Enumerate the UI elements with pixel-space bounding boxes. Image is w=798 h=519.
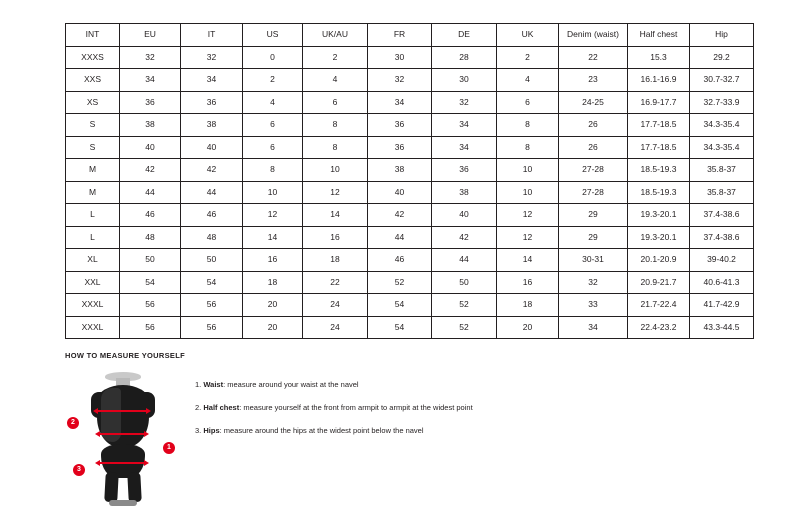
cell-de: 34 — [432, 136, 497, 159]
cell-eu: 44 — [120, 181, 181, 204]
cell-it: 56 — [181, 294, 243, 317]
table-row — [66, 136, 754, 159]
cell-hip: 34.3-35.4 — [690, 114, 754, 137]
column-header-de: DE — [432, 24, 497, 47]
cell-uk: 4 — [497, 69, 559, 92]
column-header-us: US — [243, 24, 303, 47]
cell-uk: 20 — [497, 316, 559, 339]
cell-it: 56 — [181, 316, 243, 339]
mannequin-figure-container — [65, 370, 180, 510]
cell-fr: 36 — [368, 114, 432, 137]
how-to-measure-body — [65, 370, 735, 510]
cell-fr: 54 — [368, 316, 432, 339]
table-header-row — [66, 24, 754, 47]
column-header-uk-au: UK/AU — [303, 24, 368, 47]
cell-eu: 54 — [120, 271, 181, 294]
measure-step-hips — [195, 426, 735, 436]
step-term-waist: Waist — [203, 380, 224, 389]
cell-uk: 12 — [497, 204, 559, 227]
column-header-fr: FR — [368, 24, 432, 47]
cell-it: 34 — [181, 69, 243, 92]
step-text-hips: : measure around the hips at the widest point below the navel — [219, 425, 424, 435]
measure-step-waist — [195, 380, 735, 390]
cell-half-chest: 20.1-20.9 — [628, 249, 690, 272]
column-header-hip: Hip — [690, 24, 754, 47]
cell-int: S — [66, 114, 120, 137]
cell-int: XXXL — [66, 316, 120, 339]
step-number-3: 3. — [195, 425, 202, 435]
cell-eu: 48 — [120, 226, 181, 249]
cell-half-chest: 21.7-22.4 — [628, 294, 690, 317]
cell-hip: 40.6-41.3 — [690, 271, 754, 294]
cell-uk: 12 — [497, 226, 559, 249]
mannequin-leg-left — [104, 472, 119, 503]
cell-denim-waist: 26 — [559, 114, 628, 137]
cell-us: 18 — [243, 271, 303, 294]
cell-it: 54 — [181, 271, 243, 294]
cell-us: 12 — [243, 204, 303, 227]
cell-denim-waist: 29 — [559, 204, 628, 227]
step-text-waist: : measure around your waist at the navel — [223, 380, 359, 389]
cell-eu: 38 — [120, 114, 181, 137]
cell-int: M — [66, 181, 120, 204]
cell-fr: 36 — [368, 136, 432, 159]
cell-fr: 34 — [368, 91, 432, 114]
column-header-eu: EU — [120, 24, 181, 47]
cell-us: 4 — [243, 91, 303, 114]
table-row — [66, 226, 754, 249]
cell-us: 20 — [243, 316, 303, 339]
size-chart-container — [65, 23, 740, 339]
cell-fr: 46 — [368, 249, 432, 272]
cell-int: L — [66, 226, 120, 249]
cell-half-chest: 15.3 — [628, 46, 690, 69]
cell-us: 0 — [243, 46, 303, 69]
cell-hip: 35.8-37 — [690, 181, 754, 204]
cell-denim-waist: 27-28 — [559, 181, 628, 204]
mannequin-icon — [87, 372, 159, 510]
cell-it: 38 — [181, 114, 243, 137]
cell-de: 32 — [432, 91, 497, 114]
cell-int: XXS — [66, 69, 120, 92]
cell-int: S — [66, 136, 120, 159]
cell-eu: 42 — [120, 159, 181, 182]
cell-uk: 18 — [497, 294, 559, 317]
cell-fr: 30 — [368, 46, 432, 69]
cell-it: 50 — [181, 249, 243, 272]
cell-int: XXL — [66, 271, 120, 294]
cell-uk-au: 6 — [303, 91, 368, 114]
cell-hip: 43.3-44.5 — [690, 316, 754, 339]
cell-eu: 56 — [120, 294, 181, 317]
cell-it: 44 — [181, 181, 243, 204]
cell-uk: 8 — [497, 114, 559, 137]
cell-de: 40 — [432, 204, 497, 227]
cell-hip: 29.2 — [690, 46, 754, 69]
cell-us: 16 — [243, 249, 303, 272]
cell-it: 40 — [181, 136, 243, 159]
cell-eu: 50 — [120, 249, 181, 272]
cell-uk-au: 22 — [303, 271, 368, 294]
table-row — [66, 69, 754, 92]
cell-int: XL — [66, 249, 120, 272]
cell-uk: 16 — [497, 271, 559, 294]
cell-half-chest: 18.5-19.3 — [628, 181, 690, 204]
table-row — [66, 159, 754, 182]
cell-us: 14 — [243, 226, 303, 249]
cell-uk-au: 18 — [303, 249, 368, 272]
cell-it: 42 — [181, 159, 243, 182]
cell-denim-waist: 22 — [559, 46, 628, 69]
cell-it: 36 — [181, 91, 243, 114]
cell-it: 46 — [181, 204, 243, 227]
cell-uk: 6 — [497, 91, 559, 114]
cell-denim-waist: 23 — [559, 69, 628, 92]
step-number-1: 1. — [195, 380, 202, 389]
cell-us: 8 — [243, 159, 303, 182]
marker-badge-2: 2 — [67, 417, 79, 429]
cell-denim-waist: 32 — [559, 271, 628, 294]
step-text-half-chest: : measure yourself at the front from armpit to armpit at the widest point — [239, 402, 473, 412]
cell-de: 28 — [432, 46, 497, 69]
cell-de: 36 — [432, 159, 497, 182]
cell-fr: 38 — [368, 159, 432, 182]
cell-int: XXXL — [66, 294, 120, 317]
table-row — [66, 46, 754, 69]
cell-uk: 10 — [497, 181, 559, 204]
cell-uk: 8 — [497, 136, 559, 159]
cell-int: XXXS — [66, 46, 120, 69]
cell-eu: 32 — [120, 46, 181, 69]
column-header-uk: UK — [497, 24, 559, 47]
cell-denim-waist: 30-31 — [559, 249, 628, 272]
cell-de: 34 — [432, 114, 497, 137]
cell-hip: 37.4-38.6 — [690, 204, 754, 227]
cell-uk-au: 24 — [303, 294, 368, 317]
table-row — [66, 91, 754, 114]
cell-uk-au: 12 — [303, 181, 368, 204]
cell-it: 48 — [181, 226, 243, 249]
hips-measure-arrow-icon — [99, 462, 145, 464]
cell-hip: 41.7-42.9 — [690, 294, 754, 317]
cell-us: 6 — [243, 114, 303, 137]
cell-fr: 44 — [368, 226, 432, 249]
cell-fr: 52 — [368, 271, 432, 294]
cell-eu: 36 — [120, 91, 181, 114]
cell-int: XS — [66, 91, 120, 114]
cell-eu: 34 — [120, 69, 181, 92]
cell-denim-waist: 24-25 — [559, 91, 628, 114]
cell-half-chest: 17.7-18.5 — [628, 114, 690, 137]
mannequin-base — [109, 500, 137, 506]
marker-badge-1: 1 — [163, 442, 175, 454]
cell-de: 44 — [432, 249, 497, 272]
cell-half-chest: 16.1-16.9 — [628, 69, 690, 92]
cell-uk-au: 14 — [303, 204, 368, 227]
cell-us: 6 — [243, 136, 303, 159]
measure-steps-list — [180, 370, 735, 448]
cell-de: 42 — [432, 226, 497, 249]
cell-uk-au: 8 — [303, 114, 368, 137]
cell-uk: 14 — [497, 249, 559, 272]
step-term-half-chest: Half chest — [203, 402, 240, 412]
cell-int: L — [66, 204, 120, 227]
step-number-2: 2. — [195, 402, 202, 412]
cell-uk: 10 — [497, 159, 559, 182]
cell-uk: 2 — [497, 46, 559, 69]
cell-uk-au: 8 — [303, 136, 368, 159]
cell-us: 10 — [243, 181, 303, 204]
column-header-it: IT — [181, 24, 243, 47]
step-term-hips: Hips — [203, 425, 220, 435]
cell-fr: 32 — [368, 69, 432, 92]
cell-denim-waist: 26 — [559, 136, 628, 159]
mannequin-leg-right — [127, 472, 142, 503]
half-chest-measure-arrow-icon — [97, 410, 147, 412]
cell-fr: 42 — [368, 204, 432, 227]
cell-hip: 34.3-35.4 — [690, 136, 754, 159]
cell-hip: 32.7-33.9 — [690, 91, 754, 114]
cell-half-chest: 19.3-20.1 — [628, 226, 690, 249]
cell-half-chest: 18.5-19.3 — [628, 159, 690, 182]
cell-fr: 40 — [368, 181, 432, 204]
size-chart-table — [65, 23, 754, 339]
cell-de: 52 — [432, 316, 497, 339]
table-row — [66, 181, 754, 204]
cell-denim-waist: 27-28 — [559, 159, 628, 182]
cell-eu: 40 — [120, 136, 181, 159]
how-to-measure-section — [65, 351, 735, 510]
cell-uk-au: 10 — [303, 159, 368, 182]
column-header-half-chest: Half chest — [628, 24, 690, 47]
cell-fr: 54 — [368, 294, 432, 317]
cell-hip: 37.4-38.6 — [690, 226, 754, 249]
cell-denim-waist: 29 — [559, 226, 628, 249]
table-row — [66, 204, 754, 227]
cell-de: 50 — [432, 271, 497, 294]
cell-int: M — [66, 159, 120, 182]
cell-uk-au: 24 — [303, 316, 368, 339]
cell-half-chest: 17.7-18.5 — [628, 136, 690, 159]
cell-uk-au: 2 — [303, 46, 368, 69]
table-row — [66, 294, 754, 317]
measure-step-half-chest — [195, 403, 735, 413]
column-header-int: INT — [66, 24, 120, 47]
cell-us: 20 — [243, 294, 303, 317]
table-row — [66, 249, 754, 272]
cell-de: 52 — [432, 294, 497, 317]
cell-denim-waist: 33 — [559, 294, 628, 317]
cell-hip: 35.8-37 — [690, 159, 754, 182]
cell-de: 38 — [432, 181, 497, 204]
cell-half-chest: 20.9-21.7 — [628, 271, 690, 294]
cell-hip: 30.7-32.7 — [690, 69, 754, 92]
table-row — [66, 114, 754, 137]
cell-it: 32 — [181, 46, 243, 69]
column-header-denim-waist: Denim (waist) — [559, 24, 628, 47]
cell-uk-au: 16 — [303, 226, 368, 249]
how-to-measure-title: HOW TO MEASURE YOURSELF — [65, 351, 185, 360]
cell-half-chest: 16.9-17.7 — [628, 91, 690, 114]
table-row — [66, 271, 754, 294]
marker-badge-3: 3 — [73, 464, 85, 476]
waist-measure-arrow-icon — [99, 433, 145, 435]
cell-de: 30 — [432, 69, 497, 92]
cell-eu: 46 — [120, 204, 181, 227]
cell-half-chest: 19.3-20.1 — [628, 204, 690, 227]
cell-hip: 39-40.2 — [690, 249, 754, 272]
cell-us: 2 — [243, 69, 303, 92]
cell-half-chest: 22.4-23.2 — [628, 316, 690, 339]
cell-denim-waist: 34 — [559, 316, 628, 339]
table-row — [66, 316, 754, 339]
cell-eu: 56 — [120, 316, 181, 339]
cell-uk-au: 4 — [303, 69, 368, 92]
